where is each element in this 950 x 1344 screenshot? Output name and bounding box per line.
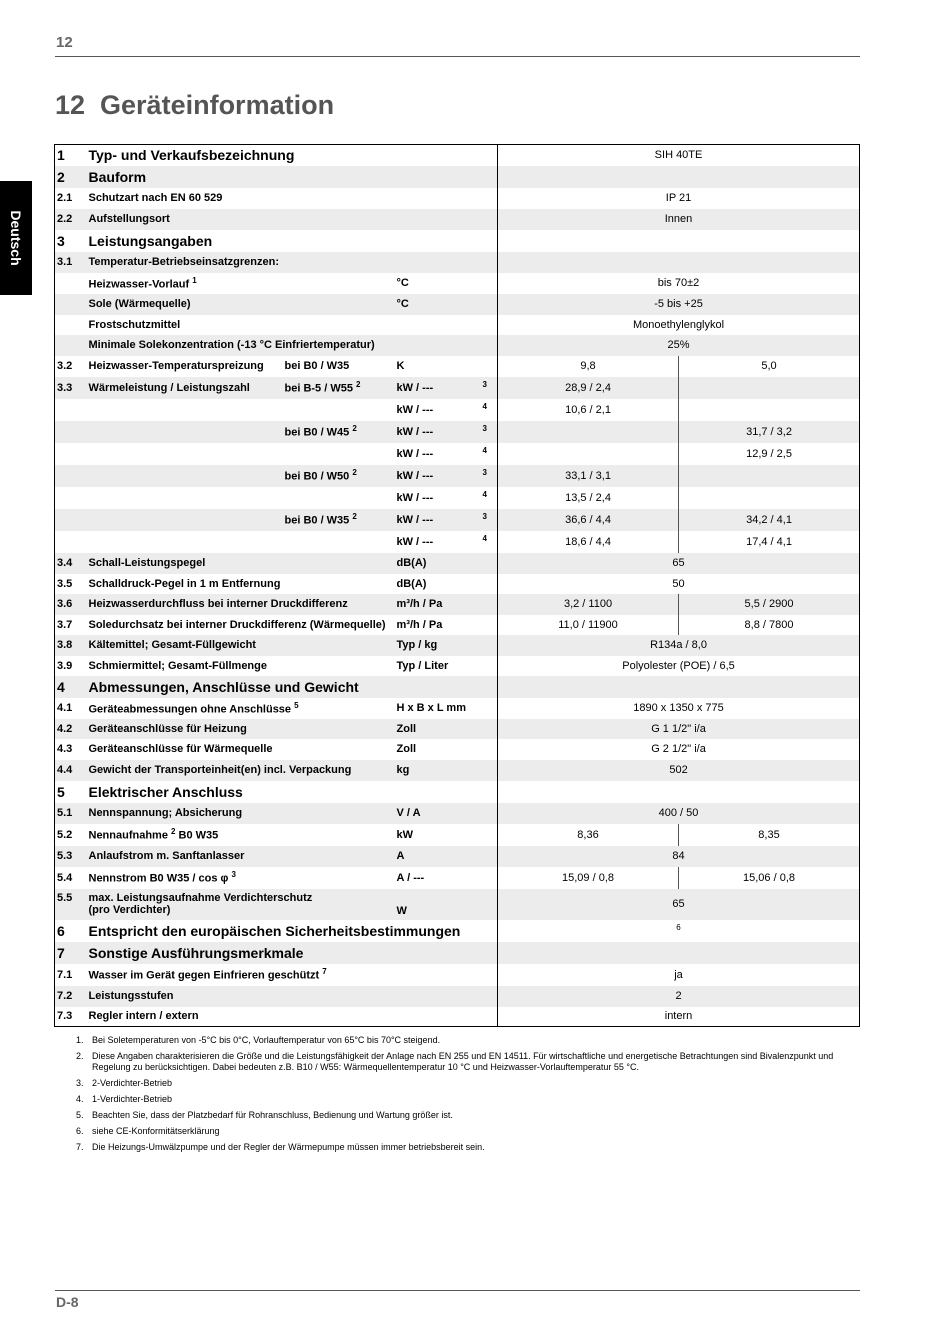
row-label: Entspricht den europäischen Sicherheitsbestimmungen [88, 922, 461, 939]
table-row [55, 273, 860, 294]
row-value: R134a / 8,0 [498, 635, 860, 656]
table-row [55, 846, 860, 867]
row-value-2: 17,4 / 4,1 [679, 531, 860, 553]
row-value-1: 8,36 [498, 824, 679, 846]
row-value-2 [679, 377, 860, 399]
row-value [498, 676, 860, 698]
row-condition: bei B0 / W45 $^2$ [283, 421, 395, 443]
row-value: 6 [498, 920, 860, 942]
row-value-2: 5,0 [679, 356, 860, 377]
table-row [55, 574, 860, 594]
table-row [55, 294, 860, 315]
row-unit: m³/h / Pa [396, 618, 443, 631]
row-label: Typ- und Verkaufsbezeichnung [88, 147, 295, 164]
row-value: SIH 40TE [498, 145, 860, 166]
table-row [55, 889, 860, 920]
table-row [55, 739, 860, 760]
row-number: 3.8 [55, 635, 87, 656]
row-condition: bei B0 / W35 [284, 360, 350, 372]
row-label: Frostschutzmittel [88, 318, 181, 331]
row-unit: kW / --- [396, 491, 434, 504]
table-row [55, 676, 860, 698]
row-unit: kW [396, 828, 413, 841]
row-value: G 2 1/2" i/a [498, 739, 860, 760]
row-value-1 [498, 443, 679, 465]
row-value-1 [498, 421, 679, 443]
row-number: 7 [55, 942, 87, 964]
table-row [55, 824, 860, 846]
row-label: Leistungsangaben [88, 232, 213, 249]
row-reference: 3 [481, 421, 498, 443]
row-unit: m³/h / Pa [395, 594, 498, 615]
row-unit: kW / --- [395, 377, 481, 399]
footnote: 7. Die Heizungs-Umwälzpumpe und der Regler der Wärmepumpe müssen immer betriebsbereit sein. [76, 1142, 485, 1152]
row-label: Sonstige Ausführungsmerkmale [87, 942, 498, 964]
row-value [498, 252, 860, 273]
row-value-2: 8,35 [679, 824, 860, 846]
table-row [55, 986, 860, 1007]
row-value-2: 5,5 / 2900 [679, 594, 860, 615]
row-unit: K [396, 360, 405, 372]
row-label: Nennaufnahme $^2$ B0 W35 [88, 827, 219, 842]
row-label: Heizwasser-Temperaturspreizung [88, 360, 264, 372]
row-value: Polyolester (POE) / 6,5 [498, 656, 860, 676]
row-value: -5 bis +25 [498, 294, 860, 315]
row-value-2: 31,7 / 3,2 [679, 421, 860, 443]
table-row [55, 635, 860, 656]
specification-table [54, 144, 860, 1027]
table-row [55, 465, 860, 487]
table-row [55, 867, 860, 889]
table-row [55, 230, 860, 252]
row-label: Nennspannung; Absicherung [87, 803, 395, 824]
row-value-2 [679, 487, 860, 509]
row-value: 2 [498, 986, 860, 1007]
row-number: 5.1 [55, 803, 87, 824]
row-label: Temperatur-Betriebseinsatzgrenzen: [87, 252, 498, 273]
row-unit: dB(A) [395, 553, 498, 574]
row-label: Elektrischer Anschluss [88, 783, 243, 800]
row-value-2: 15,06 / 0,8 [679, 867, 860, 889]
row-label: Heizwasser-Vorlauf $^1$ [88, 275, 197, 291]
row-number: 3.9 [57, 659, 73, 672]
row-value: 1890 x 1350 x 775 [498, 698, 860, 719]
row-unit: kW / --- [395, 509, 481, 531]
table-row [55, 698, 860, 719]
row-reference: 3 [481, 509, 498, 531]
table-row [55, 335, 860, 356]
row-value-1: 18,6 / 4,4 [498, 531, 679, 553]
row-value-2: 12,9 / 2,5 [679, 443, 860, 465]
row-value [498, 230, 860, 252]
table-row [55, 1007, 860, 1027]
table-row [55, 209, 860, 230]
table-row [55, 942, 860, 964]
table-row [55, 509, 860, 531]
row-value [498, 166, 860, 188]
row-label: Gewicht der Transporteinheit(en) incl. Verpackung [87, 760, 395, 781]
table-row [55, 145, 860, 166]
row-unit: W [395, 889, 498, 920]
row-number: 3 [57, 232, 65, 249]
row-value: IP 21 [498, 188, 860, 209]
row-value-1: 28,9 / 2,4 [498, 377, 679, 399]
row-unit: Typ / Liter [396, 659, 449, 672]
row-label: Soledurchsatz bei interner Druckdifferenz (Wärmequelle) [88, 618, 386, 631]
row-value: 25% [498, 335, 860, 356]
row-unit: kg [395, 760, 498, 781]
row-unit: °C [395, 294, 498, 315]
row-reference: 4 [482, 533, 487, 543]
row-value: 502 [498, 760, 860, 781]
row-value: bis 70±2 [498, 273, 860, 294]
row-value [498, 942, 860, 964]
table-row [55, 487, 860, 509]
table-row [55, 399, 860, 421]
row-value: 65 [498, 553, 860, 574]
row-number: 3.4 [55, 553, 87, 574]
table-row [55, 188, 860, 209]
row-value: Monoethylenglykol [498, 315, 860, 335]
row-label: Regler intern / extern [88, 1010, 199, 1023]
row-label: Geräteanschlüsse für Heizung [87, 719, 395, 739]
row-label: Anlaufstrom m. Sanftanlasser [87, 846, 395, 867]
row-value-2 [679, 465, 860, 487]
row-number: 4.2 [55, 719, 87, 739]
row-number: 7.1 [57, 968, 73, 981]
table-row [55, 760, 860, 781]
row-number: 5.5 [55, 889, 87, 920]
row-number: 2.1 [57, 192, 73, 204]
row-label: Schalldruck-Pegel in 1 m Entfernung [88, 577, 281, 590]
row-condition: bei B-5 / W55 $^2$ [283, 377, 395, 399]
row-label: Nennstrom B0 W35 / cos φ $^3$ [88, 870, 236, 885]
row-value-2 [679, 399, 860, 421]
row-unit: H x B x L mm [396, 702, 466, 714]
row-label: Heizwasserdurchfluss bei interner Druckdifferenz [87, 594, 395, 615]
row-value-1: 11,0 / 11900 [498, 615, 679, 635]
row-label: Minimale Solekonzentration (-13 °C Einfriertemperatur) [87, 335, 498, 356]
row-label: Aufstellungsort [87, 209, 498, 230]
row-unit: A [395, 846, 498, 867]
row-value: intern [498, 1007, 860, 1027]
language-tab [0, 181, 32, 295]
footnote: 2. Diese Angaben charakterisieren die Größe und die Leistungsfähigkeit der Anlage nach EN 255 und EN 14511. Für wirtschaftliche und energetische Betrachtungen sind Bivalenzpunkt und Regelung zu berücksichtigen. Dabei bedeuten z.B. B10 / W55: Wärmequellentemperatur 10 °C und Heizwasser-Vorlauftemperatur 55 °C. [76, 1051, 834, 1072]
row-label: Bauform [87, 166, 498, 188]
row-unit: dB(A) [396, 577, 427, 590]
row-unit: A / --- [396, 871, 425, 884]
row-value-1: 15,09 / 0,8 [498, 867, 679, 889]
table-row [55, 315, 860, 335]
row-value-1: 9,8 [498, 356, 679, 377]
bottom-rule [55, 1290, 860, 1291]
page-title: 12 Geräteinformation [55, 90, 335, 120]
row-reference: 4 [482, 445, 487, 455]
row-reference: 3 [481, 377, 498, 399]
row-value [498, 781, 860, 803]
row-unit: kW / --- [395, 421, 481, 443]
table-row [55, 553, 860, 574]
row-value: 65 [498, 889, 860, 920]
row-unit: kW / --- [396, 447, 434, 460]
table-row [55, 719, 860, 739]
row-label: Kältemittel; Gesamt-Füllgewicht [87, 635, 395, 656]
top-rule [55, 56, 860, 57]
row-number: 3.2 [57, 360, 73, 372]
footnote: 5. Beachten Sie, dass der Platzbedarf für Rohranschluss, Bedienung und Wartung größer ist. [76, 1110, 453, 1120]
row-label: Wärmeleistung / Leistungszahl [87, 377, 283, 399]
footnotes [76, 1035, 846, 1158]
row-unit: °C [396, 277, 409, 289]
row-unit: kW / --- [395, 465, 481, 487]
table-row [55, 421, 860, 443]
row-number: 3.7 [57, 618, 73, 631]
row-label: Schutzart nach EN 60 529 [88, 192, 223, 204]
footnote: 4. 1-Verdichter-Betrieb [76, 1094, 173, 1104]
row-value: 400 / 50 [498, 803, 860, 824]
row-number: 6 [57, 922, 65, 939]
row-value-1: 13,5 / 2,4 [498, 487, 679, 509]
row-value-1: 36,6 / 4,4 [498, 509, 679, 531]
table-row [55, 356, 860, 377]
row-number: 3.5 [57, 577, 73, 590]
row-label: Geräteabmessungen ohne Anschlüsse $^5$ [88, 700, 299, 716]
row-number: 5.3 [55, 846, 87, 867]
row-number: 4.3 [57, 743, 73, 755]
row-unit: Zoll [396, 743, 417, 755]
row-value-1: 10,6 / 2,1 [498, 399, 679, 421]
row-value-2: 8,8 / 7800 [679, 615, 860, 635]
row-number: 7.2 [55, 986, 87, 1007]
row-unit: Zoll [395, 719, 498, 739]
row-label: Geräteanschlüsse für Wärmequelle [88, 743, 273, 755]
row-value: G 1 1/2" i/a [498, 719, 860, 739]
row-number: 2 [55, 166, 87, 188]
row-unit: V / A [395, 803, 498, 824]
row-number: 4 [55, 676, 87, 698]
row-label: Schall-Leistungspegel [87, 553, 395, 574]
row-value: 84 [498, 846, 860, 867]
row-number: 7.3 [57, 1010, 73, 1023]
footnote: 1. Bei Soletemperaturen von -5°C bis 0°C, Vorlauftemperatur von 65°C bis 70°C steigend. [76, 1035, 441, 1045]
table-row [55, 656, 860, 676]
table-row [55, 531, 860, 553]
row-number: 4.1 [57, 702, 73, 714]
row-condition: bei B0 / W35 $^2$ [283, 509, 395, 531]
row-value: Innen [498, 209, 860, 230]
row-number: 4.4 [55, 760, 87, 781]
row-number: 2.2 [55, 209, 87, 230]
row-value: 50 [498, 574, 860, 594]
row-unit: kW / --- [396, 403, 434, 416]
table-row [55, 964, 860, 986]
table-row [55, 252, 860, 273]
row-value-1: 3,2 / 1100 [498, 594, 679, 615]
footnote: 3. 2-Verdichter-Betrieb [76, 1078, 173, 1088]
row-label: Wasser im Gerät gegen Einfrieren geschützt $^7$ [88, 967, 327, 982]
table-row [55, 377, 860, 399]
row-reference: 3 [481, 465, 498, 487]
row-label: max. Leistungsaufnahme Verdichterschutz (pro Verdichter) [87, 889, 395, 920]
row-unit: Typ / kg [395, 635, 498, 656]
row-number: 5 [57, 783, 65, 800]
row-value-2: 34,2 / 4,1 [679, 509, 860, 531]
row-reference: 4 [482, 489, 487, 499]
row-unit: kW / --- [396, 535, 434, 548]
table-row [55, 781, 860, 803]
row-number: 3.1 [55, 252, 87, 273]
table-row [55, 803, 860, 824]
page-number-top: 12 [56, 34, 73, 51]
table-row [55, 443, 860, 465]
row-label: Abmessungen, Anschlüsse und Gewicht [87, 676, 498, 698]
row-value: ja [498, 964, 860, 986]
row-reference: 4 [482, 401, 487, 411]
row-number: 5.2 [57, 828, 73, 841]
page-number-bottom: D-8 [56, 1294, 79, 1310]
language-tab-label: Deutsch [8, 210, 24, 266]
row-number: 5.4 [57, 871, 73, 884]
row-number: 3.6 [55, 594, 87, 615]
footnote: 6. siehe CE-Konformitätserklärung [76, 1126, 220, 1136]
row-number: 3.3 [55, 377, 87, 399]
row-label: Sole (Wärmequelle) [87, 294, 395, 315]
row-label: Leistungsstufen [87, 986, 498, 1007]
table-row [55, 615, 860, 635]
row-condition: bei B0 / W50 $^2$ [283, 465, 395, 487]
table-row [55, 166, 860, 188]
row-label: Schmiermittel; Gesamt-Füllmenge [88, 659, 267, 672]
table-row [55, 920, 860, 942]
row-value-1: 33,1 / 3,1 [498, 465, 679, 487]
row-number: 1 [57, 147, 65, 164]
table-row [55, 594, 860, 615]
